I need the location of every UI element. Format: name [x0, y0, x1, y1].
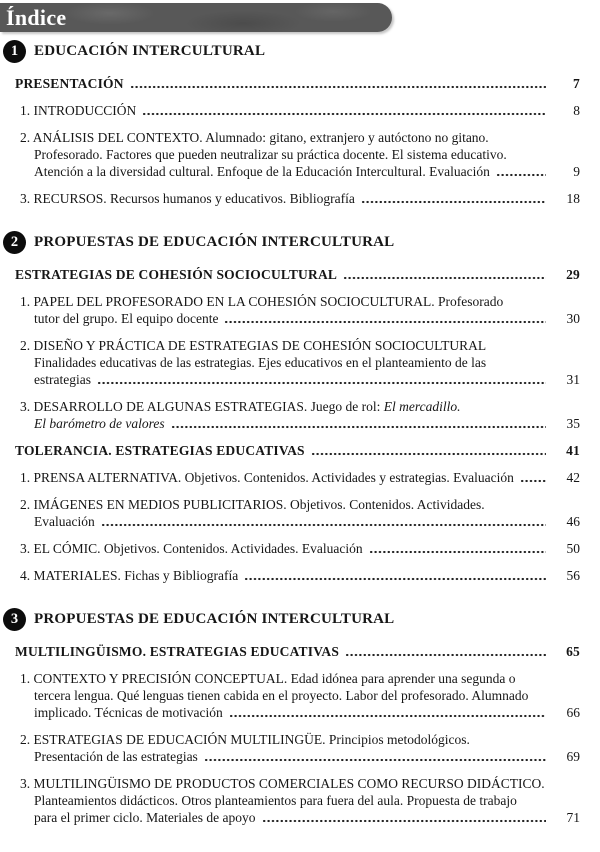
entry-text [20, 776, 545, 791]
entry-text-segment: para el primer ciclo. Materiales de apoyo [34, 810, 256, 825]
entry-line [20, 310, 580, 327]
entry-text [34, 809, 256, 826]
page-number: 7 [573, 76, 580, 91]
entry-text [20, 130, 489, 145]
toc-section [0, 40, 580, 207]
index-banner [0, 3, 392, 32]
dot-leader [345, 643, 546, 660]
entry-text [15, 643, 339, 660]
entry-text-segment: Evaluación [34, 514, 95, 529]
toc-entry [20, 129, 580, 180]
page-number: 9 [573, 164, 580, 179]
entry-line [20, 415, 580, 432]
dot-leader [311, 442, 546, 459]
toc-entry [20, 496, 580, 530]
toc-section [0, 608, 580, 826]
entry-line [20, 540, 580, 557]
entry-text [20, 567, 238, 584]
toc-section [0, 231, 580, 584]
entry-text [34, 415, 165, 432]
entry-line [20, 190, 580, 207]
toc-entry [20, 398, 580, 432]
entry-line [20, 129, 580, 146]
entry-line [15, 643, 580, 660]
entry-text-segment: Planteamientos didácticos. Otros planteamientos para fuera del aula. Propuesta de trabajo [34, 793, 517, 808]
page-number: 71 [566, 810, 580, 825]
section-number-badge: 2 [3, 231, 26, 254]
entry-text-segment: 3. MULTILINGÜISMO DE PRODUCTOS COMERCIALES COMO RECURSO DIDÁCTICO. [20, 776, 545, 791]
entry-text-segment: MULTILINGÜISMO. ESTRATEGIAS EDUCATIVAS [15, 644, 340, 659]
dot-leader [97, 371, 546, 388]
page-number: 42 [566, 470, 580, 485]
entry-text [34, 704, 223, 721]
entry-line [20, 731, 580, 748]
entry-text-segment: tercera lengua. Qué lenguas tienen cabida en el proyecto. Labor del profesorado. Alumnado [34, 688, 529, 703]
entry-line [20, 354, 580, 371]
page-number: 41 [566, 443, 580, 458]
page-number: 66 [566, 705, 580, 720]
section-title: EDUCACIÓN INTERCULTURAL [34, 43, 266, 59]
entry-text [20, 399, 461, 414]
page-number: 65 [566, 644, 580, 659]
entry-line [20, 146, 580, 163]
entry-line [20, 469, 580, 486]
entry-text [20, 671, 516, 686]
entry-text-segment: ESTRATEGIAS DE COHESIÓN SOCIOCULTURAL [15, 267, 338, 282]
page-number: 56 [566, 568, 580, 583]
dot-leader [204, 748, 546, 765]
page-number: 31 [566, 372, 580, 387]
toc-entry [20, 337, 580, 388]
entry-line [20, 163, 580, 180]
entry-text [34, 355, 486, 370]
page-number: 69 [566, 749, 580, 764]
entry-text [34, 748, 198, 765]
toc-entry [20, 775, 580, 826]
dot-leader [520, 469, 546, 486]
entry-text-segment: Finalidades educativas de las estrategias. Ejes educativos en el planteamiento de las [34, 355, 487, 370]
entry-line [20, 670, 580, 687]
page-number: 29 [566, 267, 580, 282]
entry-text [34, 513, 95, 530]
entry-line [20, 809, 580, 826]
toc-entry [20, 567, 580, 584]
entry-text-segment: 1. PAPEL DEL PROFESORADO EN LA COHESIÓN SOCIOCULTURAL. Profesorado [20, 294, 504, 309]
entry-line [20, 371, 580, 388]
section-heading [3, 40, 580, 63]
entry-text [20, 540, 363, 557]
toc-entry [20, 540, 580, 557]
entry-line [20, 337, 580, 354]
entry-text-segment: tutor del grupo. El equipo docente [34, 311, 219, 326]
entry-text-segment: 3. DESARROLLO DE ALGUNAS ESTRATEGIAS. Juego de rol: [20, 399, 384, 414]
entry-text-italic: El mercadillo. [383, 399, 461, 414]
dot-leader [130, 75, 546, 92]
section-number-badge: 1 [3, 40, 26, 63]
entry-text-segment: 2. ESTRATEGIAS DE EDUCACIÓN MULTILINGÜE. Principios metodológicos. [20, 732, 470, 747]
entry-line [20, 687, 580, 704]
entry-line [15, 266, 580, 283]
entry-text-segment: 2. ANÁLISIS DEL CONTEXTO. Alumnado: gitano, extranjero y autóctono no gitano. [20, 130, 489, 145]
toc-entry [20, 731, 580, 765]
entry-line [20, 102, 580, 119]
entry-text [20, 102, 136, 119]
entry-text-segment: PRESENTACIÓN [15, 76, 124, 91]
entry-line [20, 398, 580, 415]
entry-line [20, 792, 580, 809]
dot-leader [171, 415, 546, 432]
entry-text [34, 147, 507, 162]
section-heading [3, 608, 580, 631]
entry-text [20, 190, 355, 207]
page-number: 8 [573, 103, 580, 118]
dot-leader [229, 704, 546, 721]
dot-leader [343, 266, 546, 283]
entry-line [15, 75, 580, 92]
entry-text [20, 732, 470, 747]
entry-text-segment: TOLERANCIA. ESTRATEGIAS EDUCATIVAS [15, 443, 305, 458]
entry-text [15, 75, 124, 92]
entry-text-segment: estrategias [34, 372, 91, 387]
toc-entry [20, 293, 580, 327]
entry-text-segment: 1. PRENSA ALTERNATIVA. Objetivos. Contenidos. Actividades y estrategias. Evaluación [20, 470, 514, 485]
dot-leader [496, 163, 546, 180]
entry-text [34, 163, 490, 180]
page-number: 50 [566, 541, 580, 556]
entry-text-segment: Profesorado. Factores que pueden neutralizar su práctica docente. El sistema educativo. [34, 147, 507, 162]
dot-leader [262, 809, 546, 826]
toc-entry [15, 266, 580, 283]
entry-text-italic: El barómetro de valores [34, 416, 165, 431]
entry-text [20, 338, 486, 353]
page-number: 18 [566, 191, 580, 206]
page-number: 46 [566, 514, 580, 529]
page-title: Índice [6, 5, 67, 30]
entry-text [20, 497, 485, 512]
toc-entry [15, 442, 580, 459]
dot-leader [244, 567, 546, 584]
section-title: PROPUESTAS DE EDUCACIÓN INTERCULTURAL [34, 611, 395, 627]
entry-line [20, 704, 580, 721]
entry-text [34, 371, 91, 388]
section-title: PROPUESTAS DE EDUCACIÓN INTERCULTURAL [34, 234, 395, 250]
toc-entry [20, 670, 580, 721]
toc-list [0, 40, 600, 826]
entry-text [15, 266, 337, 283]
entry-line [20, 748, 580, 765]
section-number-badge: 3 [3, 608, 26, 631]
toc-entry [15, 75, 580, 92]
entry-text [20, 469, 514, 486]
entry-text [34, 310, 218, 327]
entry-text-segment: 2. IMÁGENES EN MEDIOS PUBLICITARIOS. Objetivos. Contenidos. Actividades. [20, 497, 485, 512]
dot-leader [101, 513, 546, 530]
entry-text [34, 688, 528, 703]
entry-text [20, 294, 503, 309]
toc-entry [15, 643, 580, 660]
page-number: 35 [566, 416, 580, 431]
entry-line [15, 442, 580, 459]
entry-line [20, 775, 580, 792]
dot-leader [224, 310, 546, 327]
entry-text-segment: 1. CONTEXTO Y PRECISIÓN CONCEPTUAL. Edad idónea para aprender una segunda o [20, 671, 516, 686]
entry-text-segment: 3. RECURSOS. Recursos humanos y educativos. Bibliografía [20, 191, 355, 206]
entry-line [20, 496, 580, 513]
entry-text-segment: Atención a la diversidad cultural. Enfoque de la Educación Intercultural. Evaluación [34, 164, 490, 179]
dot-leader [142, 102, 546, 119]
dot-leader [361, 190, 546, 207]
dot-leader [369, 540, 546, 557]
entry-line [20, 513, 580, 530]
toc-entry [20, 102, 580, 119]
toc-entry [20, 190, 580, 207]
entry-text-segment: implicado. Técnicas de motivación [34, 705, 223, 720]
entry-line [20, 293, 580, 310]
entry-text-segment: 4. MATERIALES. Fichas y Bibliografía [20, 568, 239, 583]
toc-entry [20, 469, 580, 486]
entry-text-segment: 3. EL CÓMIC. Objetivos. Contenidos. Actividades. Evaluación [20, 541, 363, 556]
entry-text-segment: Presentación de las estrategias [34, 749, 198, 764]
entry-text [15, 442, 305, 459]
page-number: 30 [566, 311, 580, 326]
toc-page [0, 3, 600, 852]
entry-text-segment: 1. INTRODUCCIÓN [20, 103, 137, 118]
entry-text [34, 793, 517, 808]
entry-line [20, 567, 580, 584]
entry-text-segment: 2. DISEÑO Y PRÁCTICA DE ESTRATEGIAS DE COHESIÓN SOCIOCULTURAL [20, 338, 487, 353]
section-heading [3, 231, 580, 254]
